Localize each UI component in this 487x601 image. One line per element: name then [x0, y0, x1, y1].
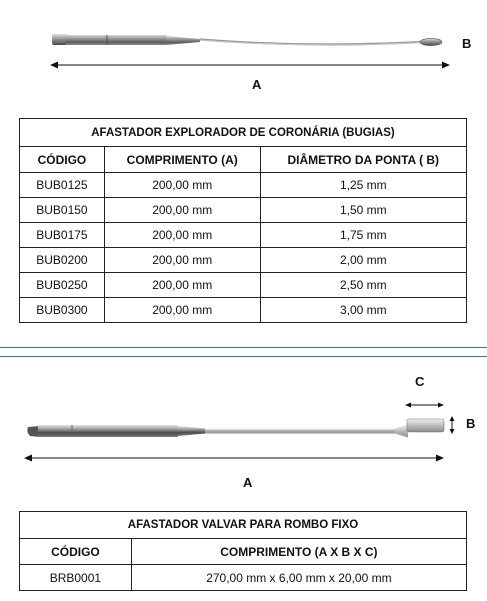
cell-codigo: BUB0250	[20, 273, 105, 298]
cell-codigo: BUB0200	[20, 248, 105, 273]
header-comprimento: COMPRIMENTO (A)	[104, 147, 260, 173]
dimension-c-label: C	[415, 374, 425, 389]
cell-codigo: BUB0125	[20, 173, 105, 198]
cell-comprimento: 200,00 mm	[104, 298, 260, 323]
cell-codigo: BUB0300	[20, 298, 105, 323]
cell-comprimento: 200,00 mm	[104, 223, 260, 248]
cell-comprimento: 200,00 mm	[104, 173, 260, 198]
cell-comprimento: 200,00 mm	[104, 198, 260, 223]
header-diametro: DIÂMETRO DA PONTA ( B)	[260, 147, 466, 173]
cell-codigo: BUB0150	[20, 198, 105, 223]
cell-comprimento: 200,00 mm	[104, 248, 260, 273]
table-row	[20, 565, 467, 591]
dimension-a-label: A	[252, 77, 262, 92]
cell-diametro: 3,00 mm	[260, 298, 466, 323]
dimension-b-label: B	[466, 416, 476, 431]
valvar-spec-table	[19, 511, 467, 591]
table-title: AFASTADOR EXPLORADOR DE CORONÁRIA (BUGIAS)	[20, 119, 467, 147]
cell-codigo: BRB0001	[20, 565, 132, 591]
table-title: AFASTADOR VALVAR PARA ROMBO FIXO	[20, 512, 467, 539]
header-codigo: CÓDIGO	[20, 539, 132, 565]
header-codigo: CÓDIGO	[20, 147, 105, 173]
cell-comprimento: 270,00 mm x 6,00 mm x 20,00 mm	[131, 565, 466, 591]
cell-comprimento: 200,00 mm	[104, 273, 260, 298]
cell-diametro: 1,25 mm	[260, 173, 466, 198]
dimension-a-label: A	[243, 475, 253, 490]
header-comprimento: COMPRIMENTO (A X B X C)	[131, 539, 466, 565]
cell-codigo: BUB0175	[20, 223, 105, 248]
cell-diametro: 1,50 mm	[260, 198, 466, 223]
cell-diametro: 1,75 mm	[260, 223, 466, 248]
cell-diametro: 2,00 mm	[260, 248, 466, 273]
cell-diametro: 2,50 mm	[260, 273, 466, 298]
dimension-b-label: B	[462, 36, 472, 51]
